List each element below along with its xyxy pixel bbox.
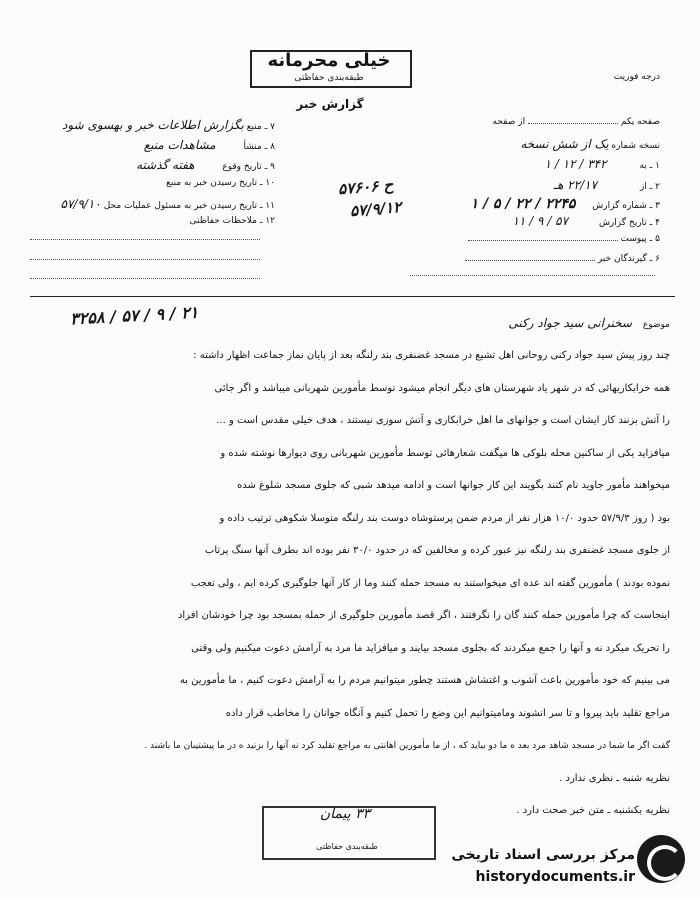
body-line: بود ( روز ۵۷/۹/۳ حدود ۱۰/۰ هزار نفر از مردم ضمن پرستوشاه دوست بند رلنگه متوسلا شکوهی ترتیب داده و — [219, 512, 670, 524]
watermark-url: historydocuments.ir — [475, 869, 635, 885]
field-copy-number: نسخه شماره یک از شش نسخه — [520, 137, 660, 151]
field-to: ۱ ـ به ۳۴۲ / ۱۲ / ۱ — [544, 157, 660, 171]
footer-stamp-subtitle: طبقه‌بندی حفاظتی — [316, 842, 378, 851]
classification-stamp-subtitle: طبقه‌بندی حفاظتی — [294, 73, 364, 83]
header-separator — [30, 296, 675, 297]
field-from: ۲ ـ از ۲۲/۱۷ هـ — [553, 178, 660, 192]
subject-side-note: ۳۲۵۸ / ۵۷ / ۹ / ۲۱ — [69, 302, 199, 329]
recipients-line — [410, 275, 655, 276]
body-line: را تحریک میکرد نه و آنها را جمع میکردند که بجلوی مسجد بیایند و میافزاید ما مرد به آرامش دعوت میکنیم ولی وقتی — [191, 642, 670, 654]
field-report-date: ۴ ـ تاریخ گزارش ۵۷ / ۹ / ۱۱ — [512, 214, 660, 228]
opinion-sunday: نظریه یکشنبه ـ متن خبر صحت دارد . — [516, 805, 670, 816]
classification-stamp-title: خیلی محرمانه — [267, 50, 391, 71]
body-line: گفت اگر ما شما در مسجد شاهد مرد بعد ه ما دو بیاید که ، از ما مأمورین اهانتی به مراجع تقلید کرد نه آنها را بزنید ه در ما پیشتیبان ما باشند . — [144, 741, 670, 751]
body-line: میخواهند مأمور جاوید نام کنند بگویند این کار جوانها است و ادامه میدهد شبی که جلوی مسجد شلوغ شده — [236, 480, 670, 491]
margin-note-1: ۵۷۶۰۶ ح — [337, 175, 394, 199]
body-line: چند روز پیش سید جواد رکنی روحانی اهل تشیع در مسجد غضنفری بند رلنگه بعد از پایان نماز جماعت اظهار داشته : — [193, 350, 670, 361]
body-line: را آتش بزنند کار ایشان است و جوانهای ما اهل خرابکاری و آتش سوزی نیستند ، هدف خیلی مقدس است و ... — [216, 415, 670, 426]
body-line: اینجاست که چرا مأمورین حمله کنند گان را نگرفتند ، اگر قصد مأمورین جلوگیری از حمله بمسجد بود چرا خودشان افراد — [177, 610, 670, 621]
body-line: میافزاید یکی از ساکنین محله بلوکی ها میگفت شعارهائی توسط مأمورین شهربانی روی دیوارها نوشته شده و — [220, 447, 670, 459]
body-line: نموده بودند ) مأمورین گفته اند عده ای میخواستند به مسجد حمله کنند وما از کار آنها جلوگیری کرده ایم ، ولی تعجب — [190, 577, 670, 589]
field-report-number: ۳ ـ شماره گزارش ۲۲۴۵ / ۲۲ / ۵ / ۱ — [470, 196, 660, 212]
field-origin: ۸ ـ منشأ مشاهدات منبع — [143, 138, 275, 152]
body-line: می بینیم که خود مأمورین باعث آشوب و اغتشاش هستند چطور میتوانیم مردم را به آرامش دعوت کنیم ، ما مأمورین به — [179, 675, 670, 686]
field-source: ۷ ـ منبع بگزارش اطلاعات خبر و بهسوی شود — [62, 118, 275, 132]
body-line: از جلوی مسجد غضنفری بند رلنگه نیز عبور کرده و مخالفین که در حدود ۳۰/۰ نفر بوده اند بطرف آنها سنگ پرتاب — [204, 545, 670, 556]
body-line: مراجع تقلید باید پیروا و تا سر انشوند ومامیتوانیم این وضع را تحمل کنیم و آنگاه جوانان را مخاطب قرار داده — [225, 707, 670, 719]
security-notes-line-2 — [30, 259, 260, 260]
body-line: همه خرابکاریهائی که در شهر یاد شهرستان های دیگر انجام میشود توسط مأمورین شهربانی میباشد و اگر جائی — [214, 382, 670, 394]
report-body — [20, 340, 670, 828]
security-notes-line-3 — [30, 278, 260, 279]
margin-note-2: ۵۷/۹/۱۲ — [349, 197, 402, 221]
security-notes-line-1 — [30, 239, 260, 240]
field-event-date: ۹ ـ تاریخ وقوع هفته گذشته — [136, 158, 275, 172]
field-news-to-officer: ۱۱ ـ تاریخ رسیدن خبر به مسئول عملیات محل ۵۷/۹/۱۰ — [60, 197, 275, 211]
subject-line: موضوع سخنرانی سید جواد رکنی — [508, 316, 670, 330]
footer-signature: ۳۳ پیمان — [319, 806, 371, 822]
field-recipients: ۶ ـ گیرندگان خبر — [370, 254, 660, 264]
document-title: گزارش خبر — [296, 97, 364, 111]
field-news-to-source: ۱۰ ـ تاریخ رسیدن خبر به منبع — [166, 178, 275, 188]
archive-logo-inner-icon — [647, 845, 683, 881]
field-attachment: ۵ ـ پیوست — [370, 234, 660, 244]
field-page: صفحه یکم از صفحه — [492, 117, 660, 127]
watermark-name: مرکز بررسی اسناد تاریخی — [451, 847, 635, 863]
field-security-notes: ۱۲ ـ ملاحظات حفاظتی — [189, 216, 275, 226]
opinion-saturday: نظریه شنبه ـ نظری ندارد . — [559, 772, 670, 784]
urgency-degree-label: درجه فوریت — [613, 72, 660, 82]
